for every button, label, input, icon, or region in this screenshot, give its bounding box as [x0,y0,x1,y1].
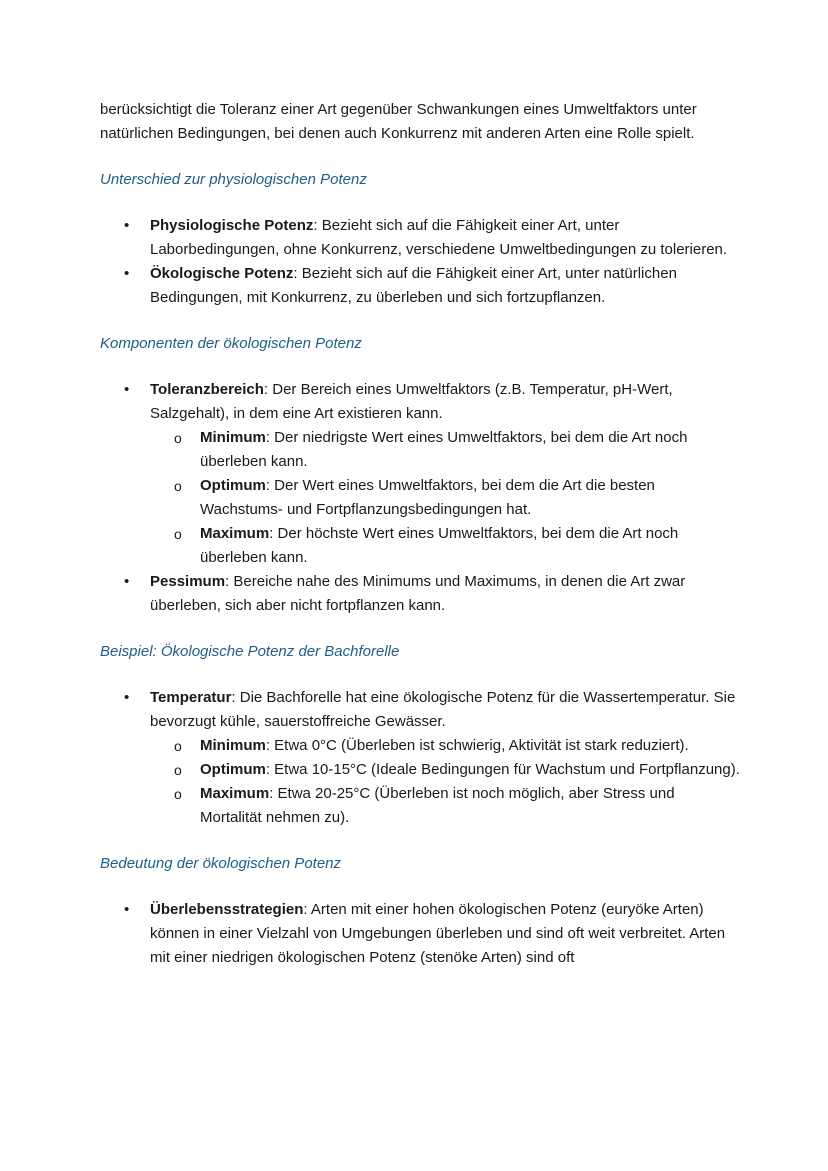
term: Physiologische Potenz [150,217,314,234]
circle-bullet-icon: o [174,430,182,446]
bullet-icon: • [124,381,130,398]
circle-bullet-icon: o [174,786,182,802]
bullet-icon: • [124,265,130,282]
list-komponenten [100,378,740,618]
bullet-icon: • [124,217,130,234]
sublist [150,426,740,570]
description: : Etwa 10-15°C (Ideale Bedingungen für Wachstum und Fortpflanzung). [265,761,740,778]
list-item [100,686,740,830]
term: Toleranzbereich [150,381,264,398]
heading-unterschied: Unterschied zur physiologischen Potenz [100,171,367,188]
circle-bullet-icon: o [174,762,182,778]
term: Optimum [200,761,266,778]
term: Minimum [200,429,266,446]
term: Ökologische Potenz [150,265,294,282]
circle-bullet-icon: o [174,738,182,754]
description: : Etwa 0°C (Überleben ist schwierig, Aktivität ist stark reduziert). [265,737,689,754]
bullet-icon: • [124,573,130,590]
sublist-item [150,758,740,782]
heading-beispiel: Beispiel: Ökologische Potenz der Bachforelle [100,643,400,660]
sublist [150,734,740,830]
sublist-item [150,522,740,570]
circle-bullet-icon: o [174,526,182,542]
document-page [100,98,740,970]
description: : Etwa 20-25°C (Überleben ist noch möglich, aber Stress und Mortalität nehmen zu). [200,785,675,826]
term: Maximum [200,525,270,542]
term: Überlebensstrategien [150,901,304,918]
heading-bedeutung: Bedeutung der ökologischen Potenz [100,855,342,872]
description: : Der niedrigste Wert eines Umweltfaktors, bei dem die Art noch überleben kann. [200,429,688,470]
sublist-item [150,474,740,522]
list-item [100,378,740,570]
list-item [100,214,740,262]
description: : Bezieht sich auf die Fähigkeit einer Art, unter natürlichen Bedingungen, mit Konkurrenz, zu überleben und sich fortzupflanzen. [150,265,677,306]
term: Minimum [200,737,266,754]
description: : Bereiche nahe des Minimums und Maximums, in denen die Art zwar überleben, sich aber nicht fortpflanzen kann. [150,573,686,614]
list-bedeutung [100,898,740,970]
sublist-item [150,734,740,758]
intro-paragraph: berücksichtigt die Toleranz einer Art gegenüber Schwankungen eines Umweltfaktors unter natürlichen Bedingungen, bei denen auch Konkurrenz mit anderen Arten eine Rolle spielt. [100,101,697,142]
sublist-item [150,782,740,830]
description: : Der höchste Wert eines Umweltfaktors, bei dem die Art noch überleben kann. [200,525,679,566]
description: : Der Wert eines Umweltfaktors, bei dem die Art die besten Wachstums- und Fortpflanzungsbedingungen hat. [200,477,655,518]
circle-bullet-icon: o [174,478,182,494]
sublist-item [150,426,740,474]
heading-komponenten: Komponenten der ökologischen Potenz [100,335,362,352]
term: Maximum [200,785,270,802]
term: Temperatur [150,689,232,706]
description: : Der Bereich eines Umweltfaktors (z.B. Temperatur, pH-Wert, Salzgehalt), in dem eine Art existieren kann. [150,381,673,422]
bullet-icon: • [124,901,130,918]
list-unterschied [100,214,740,310]
description: : Die Bachforelle hat eine ökologische Potenz für die Wassertemperatur. Sie bevorzugt kühle, sauerstoffreiche Gewässer. [150,689,736,730]
list-item [100,898,740,970]
list-item [100,570,740,618]
list-item [100,262,740,310]
description: : Arten mit einer hohen ökologischen Potenz (euryöke Arten) können in einer Vielzahl von Umgebungen überleben und sind oft weit verbreitet. Arten mit einer niedrigen ökologischen Potenz (stenöke Arten) sind oft [150,901,726,966]
term: Optimum [200,477,266,494]
term: Pessimum [150,573,226,590]
description: : Bezieht sich auf die Fähigkeit einer Art, unter Laborbedingungen, ohne Konkurrenz, verschiedene Umweltbedingungen zu tolerieren. [150,217,728,258]
bullet-icon: • [124,689,130,706]
list-beispiel [100,686,740,830]
